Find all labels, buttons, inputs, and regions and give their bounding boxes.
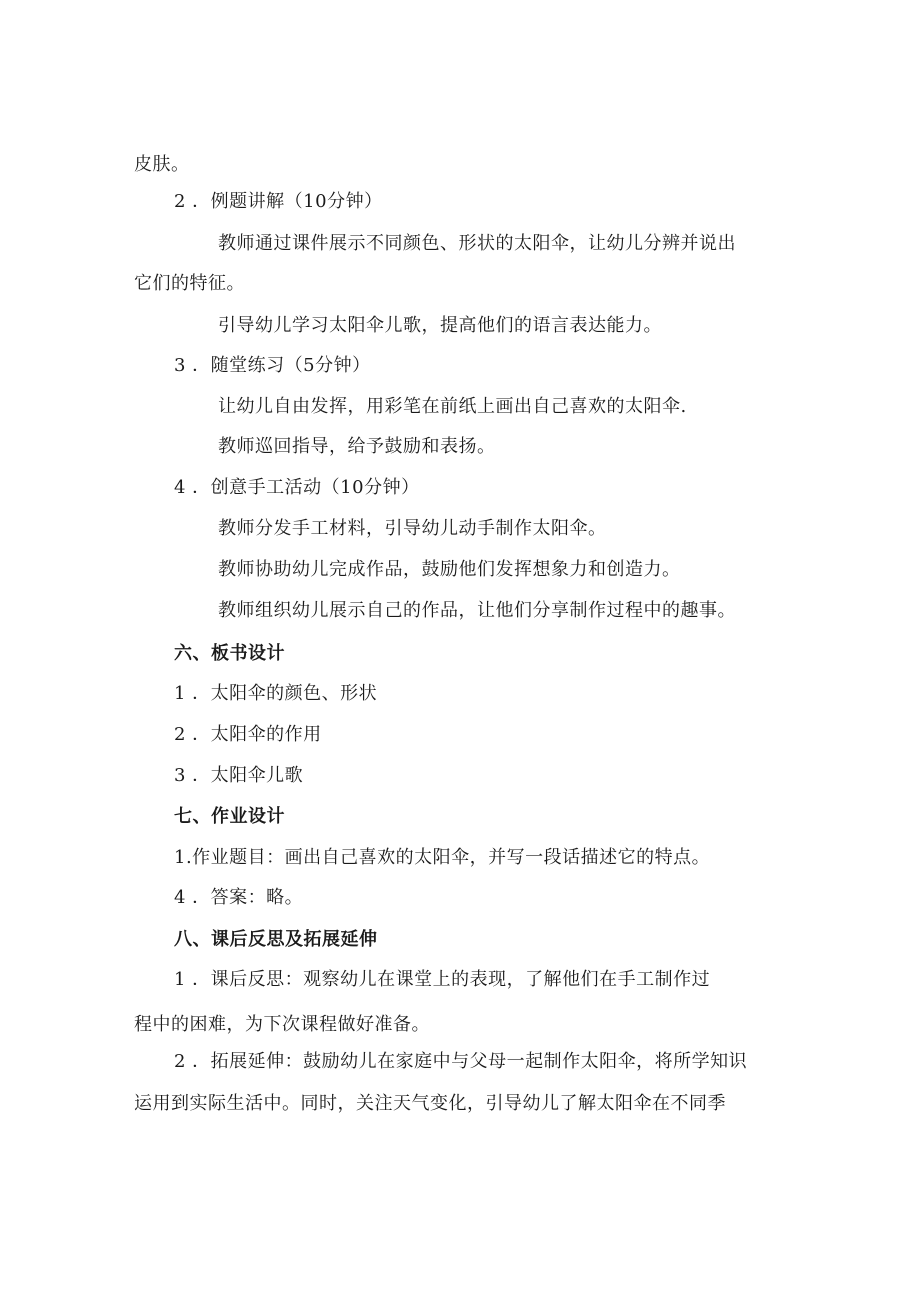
section-8-heading: 八、课后反思及拓展延伸	[174, 929, 378, 950]
section-8-item-1-cont: 程中的困难，为下次课程做好准备。	[134, 1014, 430, 1035]
item-3-title: 3 ．随堂练习（5分钟）	[174, 355, 371, 376]
item-3-paragraph-1: 让幼儿自由发挥，用彩笔在前纸上画出自己喜欢的太阳伞.	[218, 396, 687, 417]
item-4-paragraph-2: 教师协助幼儿完成作品，鼓励他们发挥想象力和创造力。	[218, 559, 681, 580]
item-2-paragraph-2: 引导幼儿学习太阳伞儿歌，提高他们的语言表达能力。	[218, 315, 662, 336]
section-8-item-1: 1 ．课后反思：观察幼儿在课堂上的表现，了解他们在手工制作过	[174, 969, 711, 990]
item-2-paragraph-1: 教师通过课件展示不同颜色、形状的太阳伞，让幼儿分辨并说出	[218, 233, 736, 254]
section-8-item-2: 2 ．拓展延伸：鼓励幼儿在家庭中与父母一起制作太阳伞，将所学知识	[174, 1051, 748, 1072]
section-6-item-3: 3 ．太阳伞儿歌	[174, 765, 304, 786]
item-4-title: 4 ．创意手工活动（10分钟）	[174, 477, 420, 498]
item-2-paragraph-1-cont: 它们的特征。	[134, 273, 245, 294]
item-2-title: 2 ．例题讲解（10分钟）	[174, 191, 383, 212]
section-6-item-1: 1 ．太阳伞的颜色、形状	[174, 683, 378, 704]
item-4-paragraph-1: 教师分发手工材料，引导幼儿动手制作太阳伞。	[218, 518, 607, 539]
section-6-heading: 六、板书设计	[174, 643, 285, 664]
section-8-item-2-cont: 运用到实际生活中。同时，关注天气变化，引导幼儿了解太阳伞在不同季	[134, 1093, 726, 1114]
section-7-heading: 七、作业设计	[174, 806, 285, 827]
continued-text: 皮肤。	[134, 154, 190, 175]
section-7-item-2: 4 ．答案：略。	[174, 887, 304, 908]
item-3-paragraph-2: 教师巡回指导，给予鼓励和表扬。	[218, 436, 496, 457]
item-4-paragraph-3: 教师组织幼儿展示自己的作品，让他们分享制作过程中的趣事。	[218, 600, 736, 621]
section-7-item-1: 1.作业题目：画出自己喜欢的太阳伞，并写一段话描述它的特点。	[174, 847, 711, 868]
section-6-item-2: 2 ．太阳伞的作用	[174, 724, 322, 745]
